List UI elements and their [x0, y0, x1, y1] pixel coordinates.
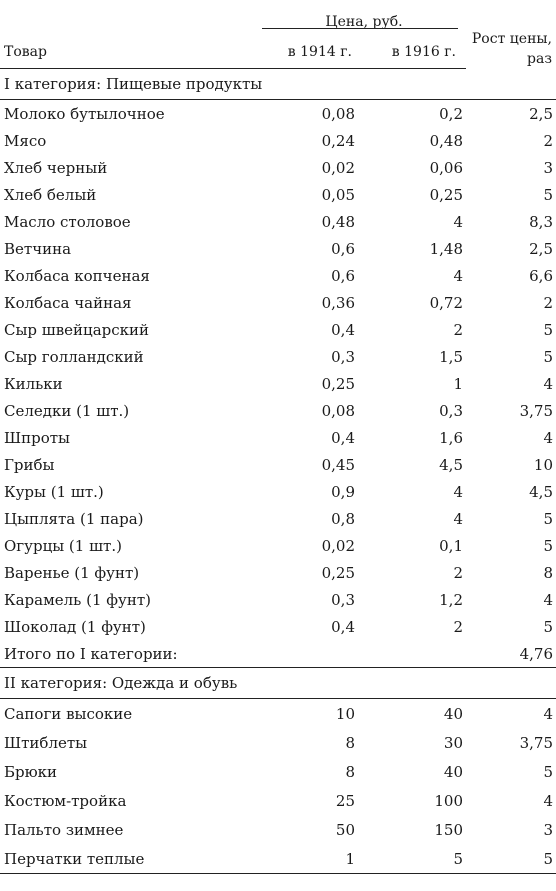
product-name: Шоколад (1 фунт)	[4, 617, 146, 636]
product-name: Куры (1 шт.)	[4, 482, 104, 501]
product-name: Огурцы (1 шт.)	[4, 536, 122, 555]
price-group-header: Цена, руб.	[325, 14, 403, 30]
price-1914: 0,4	[331, 320, 355, 339]
table-row	[0, 289, 556, 316]
price-1914: 1	[262, 844, 358, 874]
product-name: Кильки	[4, 374, 63, 393]
price-growth: 5	[466, 844, 556, 874]
product-name: Штиблеты	[4, 733, 88, 752]
total-row	[0, 640, 556, 668]
table-row	[0, 728, 556, 757]
price-1914: 0,25	[321, 563, 355, 582]
price-growth: 2	[543, 293, 553, 312]
product-name: Брюки	[4, 762, 58, 781]
price-1916: 100	[434, 791, 463, 810]
price-1916: 1,6	[439, 428, 463, 447]
product-name: Селедки (1 шт.)	[4, 401, 130, 420]
price-growth: 8	[543, 563, 553, 582]
product-name: Карамель (1 фунт)	[4, 590, 151, 609]
price-1914: 0,08	[321, 401, 355, 420]
product-name: Колбаса чайная	[4, 293, 132, 312]
price-1914: 0,45	[321, 455, 355, 474]
price-1914: 8	[345, 762, 355, 781]
product-name: Молоко бутылочное	[4, 104, 165, 123]
category-title: I категория: Пищевые продукты	[0, 69, 556, 100]
price-1916: 2	[453, 563, 463, 582]
growth-header	[466, 0, 556, 69]
price-1916: 0,25	[429, 185, 463, 204]
total-value: 4,76	[466, 640, 556, 668]
price-1916: 4,5	[439, 455, 463, 474]
price-1914: 0,02	[321, 536, 355, 555]
price-1916: 0,48	[429, 131, 463, 150]
price-1914: 0,02	[321, 158, 355, 177]
price-1916: 1	[453, 374, 463, 393]
price-1916: 0,06	[429, 158, 463, 177]
price-1916: 40	[443, 762, 463, 781]
price-1916: 2	[453, 320, 463, 339]
price-1914: 0,4	[331, 617, 355, 636]
price-1916: 5	[358, 844, 466, 874]
table-row	[0, 208, 556, 235]
price-1914: 0,6	[331, 266, 355, 285]
table-row	[0, 370, 556, 397]
price-1914: 50	[335, 820, 355, 839]
table-row	[0, 100, 556, 128]
price-growth: 3	[543, 820, 553, 839]
category-header	[0, 69, 556, 100]
price-1914: 0,25	[321, 374, 355, 393]
table-row	[0, 397, 556, 424]
table-row	[0, 757, 556, 786]
table-row	[0, 699, 556, 729]
category-header	[0, 668, 556, 699]
price-1914: 0,3	[331, 590, 355, 609]
price-1914: 0,4	[331, 428, 355, 447]
product-name: Ветчина	[4, 239, 72, 258]
price-1914: 0,9	[331, 482, 355, 501]
price-growth: 4	[543, 374, 553, 393]
price-1916: 150	[434, 820, 463, 839]
table-row	[0, 532, 556, 559]
product-name: Сыр швейцарский	[4, 320, 150, 339]
price-1916: 1,48	[429, 239, 463, 258]
year-1914-header: в 1914 г.	[262, 36, 358, 69]
price-1916: 4	[453, 212, 463, 231]
price-1914: 0,3	[331, 347, 355, 366]
product-header: Товар	[0, 36, 262, 69]
table-row	[0, 786, 556, 815]
table-row	[0, 844, 556, 874]
price-1914: 0,05	[321, 185, 355, 204]
price-1914: 8	[345, 733, 355, 752]
price-1916: 4	[453, 266, 463, 285]
price-growth: 3,75	[519, 401, 553, 420]
price-1914: 25	[335, 791, 355, 810]
price-growth: 5	[543, 185, 553, 204]
table-row	[0, 505, 556, 532]
price-growth: 8,3	[529, 212, 553, 231]
price-1916: 0,1	[439, 536, 463, 555]
table-row	[0, 451, 556, 478]
price-1914: 0,36	[321, 293, 355, 312]
table-row	[0, 343, 556, 370]
price-1914: 0,24	[321, 131, 355, 150]
product-name: Мясо	[4, 131, 47, 150]
price-1914: 0,6	[331, 239, 355, 258]
table-row	[0, 586, 556, 613]
price-1916: 0,2	[439, 104, 463, 123]
price-1914: 0,48	[321, 212, 355, 231]
product-name: Сапоги высокие	[4, 704, 133, 723]
price-growth: 5	[543, 536, 553, 555]
product-name: Костюм-тройка	[4, 791, 127, 810]
price-1916: 1,2	[439, 590, 463, 609]
price-growth: 4	[543, 791, 553, 810]
price-1916: 30	[443, 733, 463, 752]
year-1916-header: в 1916 г.	[358, 36, 466, 69]
price-growth: 2	[543, 131, 553, 150]
table-row	[0, 815, 556, 844]
product-name: Шпроты	[4, 428, 70, 447]
table-row	[0, 316, 556, 343]
price-1914: 10	[335, 704, 355, 723]
price-growth: 4,5	[529, 482, 553, 501]
price-growth: 2,5	[529, 239, 553, 258]
product-name: Масло столовое	[4, 212, 131, 231]
product-name: Колбаса копченая	[4, 266, 150, 285]
product-name: Пальто зимнее	[4, 820, 124, 839]
category-title: II категория: Одежда и обувь	[0, 668, 556, 699]
price-growth: 3,75	[519, 733, 553, 752]
price-growth: 4	[543, 428, 553, 447]
price-group-underline	[262, 28, 458, 29]
header-row-top	[0, 0, 556, 36]
product-name: Сыр голландский	[4, 347, 144, 366]
price-1916: 0,72	[429, 293, 463, 312]
growth-header-line1: Рост цены,	[471, 30, 552, 47]
product-name: Перчатки теплые	[0, 844, 262, 874]
table-row	[0, 424, 556, 451]
price-growth: 5	[543, 617, 553, 636]
price-growth: 4	[543, 704, 553, 723]
price-1914: 0,08	[321, 104, 355, 123]
price-1916: 4	[453, 509, 463, 528]
price-growth: 5	[543, 509, 553, 528]
table-row	[0, 478, 556, 505]
product-name: Хлеб белый	[4, 185, 97, 204]
price-growth: 3	[543, 158, 553, 177]
price-1916: 0,3	[439, 401, 463, 420]
table-row	[0, 559, 556, 586]
price-growth: 5	[543, 320, 553, 339]
price-growth: 5	[543, 762, 553, 781]
table-row	[0, 154, 556, 181]
table-row	[0, 127, 556, 154]
price-growth: 4	[543, 590, 553, 609]
product-name: Варенье (1 фунт)	[4, 563, 140, 582]
product-name: Цыплята (1 пара)	[4, 509, 144, 528]
table-row	[0, 262, 556, 289]
product-name: Хлеб черный	[4, 158, 108, 177]
total-label: Итого по I категории:	[0, 640, 466, 668]
product-name: Грибы	[4, 455, 55, 474]
price-growth: 10	[533, 455, 553, 474]
price-1916: 40	[443, 704, 463, 723]
price-growth: 6,6	[529, 266, 553, 285]
table-row	[0, 613, 556, 640]
table-row	[0, 235, 556, 262]
growth-header-line2: раз	[527, 50, 552, 67]
price-growth: 5	[543, 347, 553, 366]
table-row	[0, 181, 556, 208]
price-1916: 1,5	[439, 347, 463, 366]
price-1914: 0,8	[331, 509, 355, 528]
price-1916: 4	[453, 482, 463, 501]
price-1916: 2	[453, 617, 463, 636]
price-growth: 2,5	[529, 104, 553, 123]
